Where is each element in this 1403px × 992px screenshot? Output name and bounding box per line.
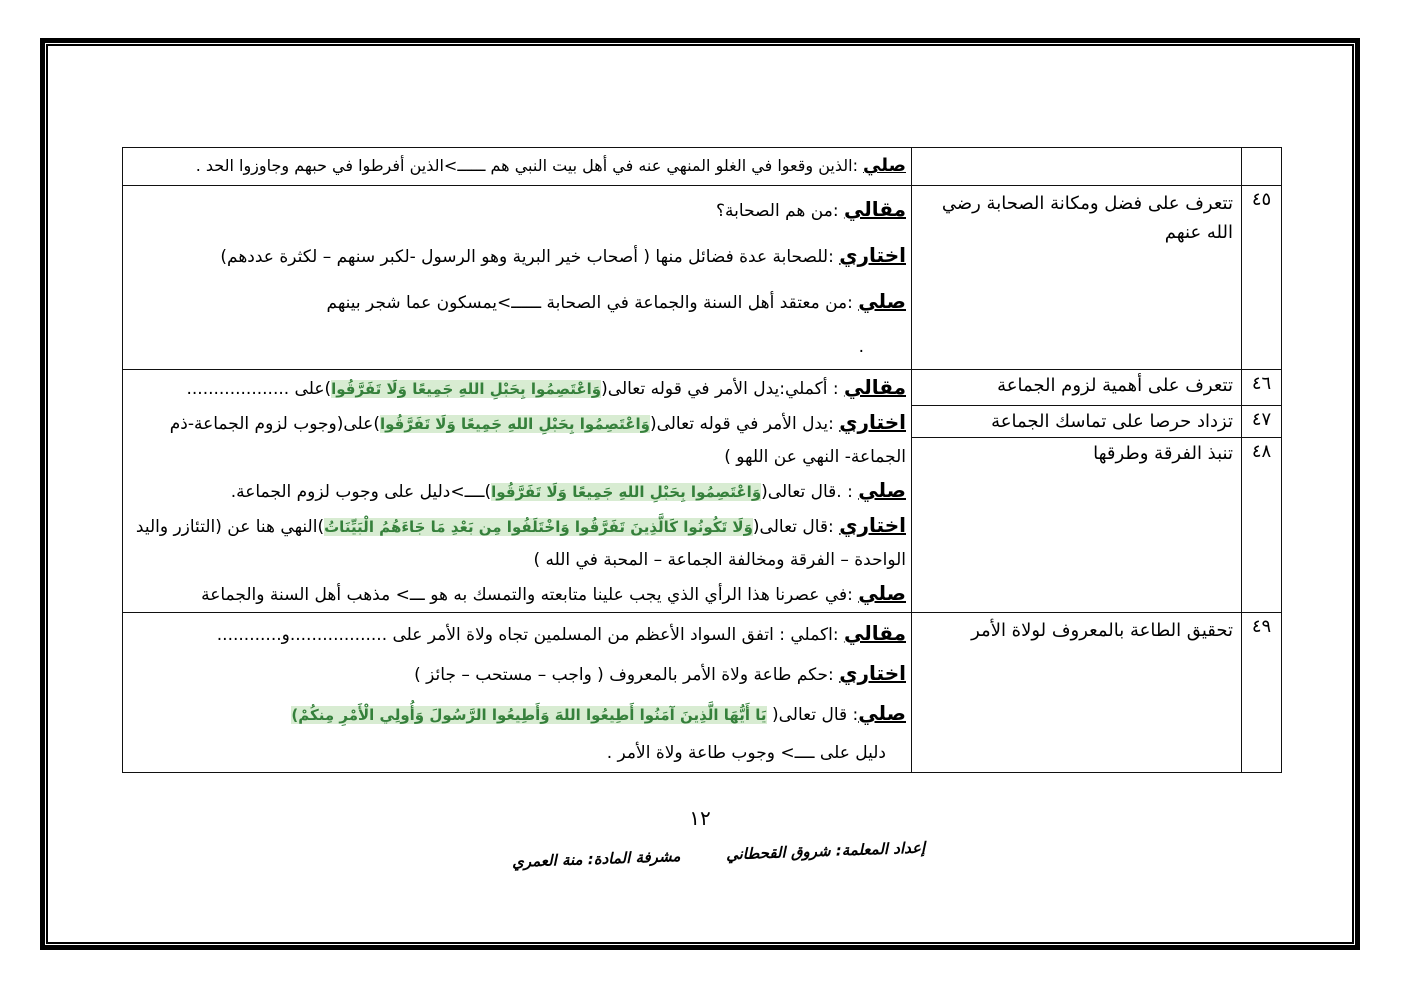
questions-cell-merged [123,370,912,613]
table-row [123,370,1282,406]
quran-verse: وَلَا تَكُونُوا كَالَّذِينَ تَفَرَّقُوا وَاخْتَلَفُوا مِن بَعْدِ مَا جَاءَهُمُ الْبَيِّنَاتُ [324,518,753,536]
quran-verse: وَاعْتَصِمُوا بِحَبْلِ اللهِ جَمِيعًا وَلَا تَفَرَّقُوا [331,380,602,398]
question-type-label: صلي [858,581,906,605]
question-line [127,474,906,509]
question-text: )على ................... [186,379,332,399]
table-row [123,613,1282,773]
question-line [127,509,906,577]
question-text: :اكملي : اتفق السواد الأعظم من المسلمين تجاه ولاة الأمر على ..................و............ [216,625,844,645]
question-type-label: صلي [858,289,906,313]
question-type-label: مقالي [843,197,906,221]
question-text: :يدل الأمر في قوله تعالى( [649,414,840,434]
objective-cell: تتعرف على فضل ومكانة الصحابة رضي الله عنهم [912,186,1242,370]
questions-cell [123,613,912,773]
question-line [127,149,906,183]
row-number-cell [1242,148,1282,186]
subject-supervisor-signature: مشرفة المادة: منة العمري [511,847,681,871]
question-text: :من معتقد أهل السنة والجماعة في الصحابة ــــــ>يمسكون عما شجر بينهم [326,293,859,313]
question-type-label: اختاري [839,243,906,267]
objective-cell: تنبذ الفرقة وطرقها [912,437,1242,612]
question-text: :للصحابة عدة فضائل منها ( أصحاب خير البرية وهو الرسول -لكبر سنهم – لكثرة عددهم) [220,247,840,267]
question-line [127,734,906,772]
question-type-label: اختاري [839,661,906,685]
question-type-label: صلي [858,701,906,725]
question-type-label: مقالي [843,375,906,399]
objective-cell: تزداد حرصا على تماسك الجماعة [912,406,1242,438]
row-number-cell: ٤٨ [1242,437,1282,612]
question-text: )ــــ>دليل على وجوب لزوم الجماعة. [230,482,492,502]
question-line [127,325,906,369]
table-row [123,186,1282,370]
objective-cell: تتعرف على أهمية لزوم الجماعة [912,370,1242,406]
row-number-cell: ٤٧ [1242,406,1282,438]
question-line [127,371,906,406]
question-type-label: اختاري [839,410,906,434]
quran-verse: وَاعْتَصِمُوا بِحَبْلِ اللهِ جَمِيعًا وَلَا تَفَرَّقُوا [491,483,762,501]
questions-cell [123,148,912,186]
question-text: :قال تعالى( [752,517,840,537]
question-text: )النهي هنا عن (التئازر واليد الواحدة – الفرقة ومخالفة الجماعة – المحبة في الله ) [135,517,906,570]
question-text: : أكملي:يدل الأمر في قوله تعالى( [601,379,844,399]
question-text: : قال تعالى( [766,705,859,725]
question-type-label: صلي [858,478,906,502]
question-line [127,406,906,474]
question-line [127,694,906,734]
question-text: . [858,337,864,357]
quran-verse: يَا أَيُّهَا الَّذِينَ آمَنُوا أَطِيعُوا اللهَ وَأَطِيعُوا الرَّسُولَ وَأُولِي الْأَمْرِ مِنكُمْ) [291,706,767,724]
quran-verse: وَاعْتَصِمُوا بِحَبْلِ اللهِ جَمِيعًا وَلَا تَفَرَّقُوا [379,415,650,433]
objective-cell: تحقيق الطاعة بالمعروف لولاة الأمر [912,613,1242,773]
objective-cell [912,148,1242,186]
objectives-questions-table [122,147,1282,773]
row-number-cell: ٤٩ [1242,613,1282,773]
question-text: دليل على ــــ> وجوب طاعة ولاة الأمر . [606,743,886,763]
question-text: :من هم الصحابة؟ [716,201,844,221]
question-line [127,187,906,233]
question-line [127,279,906,325]
question-type-label: صلي [863,155,906,176]
question-text: :الذين وقعوا في الغلو المنهي عنه في أهل بيت النبي هم ــــــ>الذين أفرطوا في حبهم وجاوزوا الحد . [195,156,864,175]
question-text: :حكم طاعة ولاة الأمر بالمعروف ( واجب – مستحب – جائز ) [414,665,840,685]
prepared-by-signature: إعداد المعلمة: شروق القحطاني [725,838,926,864]
question-line [127,654,906,694]
row-number-cell: ٤٥ [1242,186,1282,370]
question-type-label: مقالي [843,621,906,645]
question-type-label: اختاري [839,513,906,537]
question-line [127,233,906,279]
questions-cell [123,186,912,370]
question-text: )على(وجوب لزوم الجماعة-ذم الجماعة- النهي عن اللهو ) [169,414,906,467]
row-number-cell: ٤٦ [1242,370,1282,406]
question-line [127,577,906,612]
page-number: ١٢ [689,806,711,830]
question-line [127,614,906,654]
question-text: : .قال تعالى( [761,482,859,502]
question-text: :في عصرنا هذا الرأي الذي يجب علينا متابعته والتمسك به هو ـــ> مذهب أهل السنة والجماعة [201,585,859,605]
table-row [123,148,1282,186]
